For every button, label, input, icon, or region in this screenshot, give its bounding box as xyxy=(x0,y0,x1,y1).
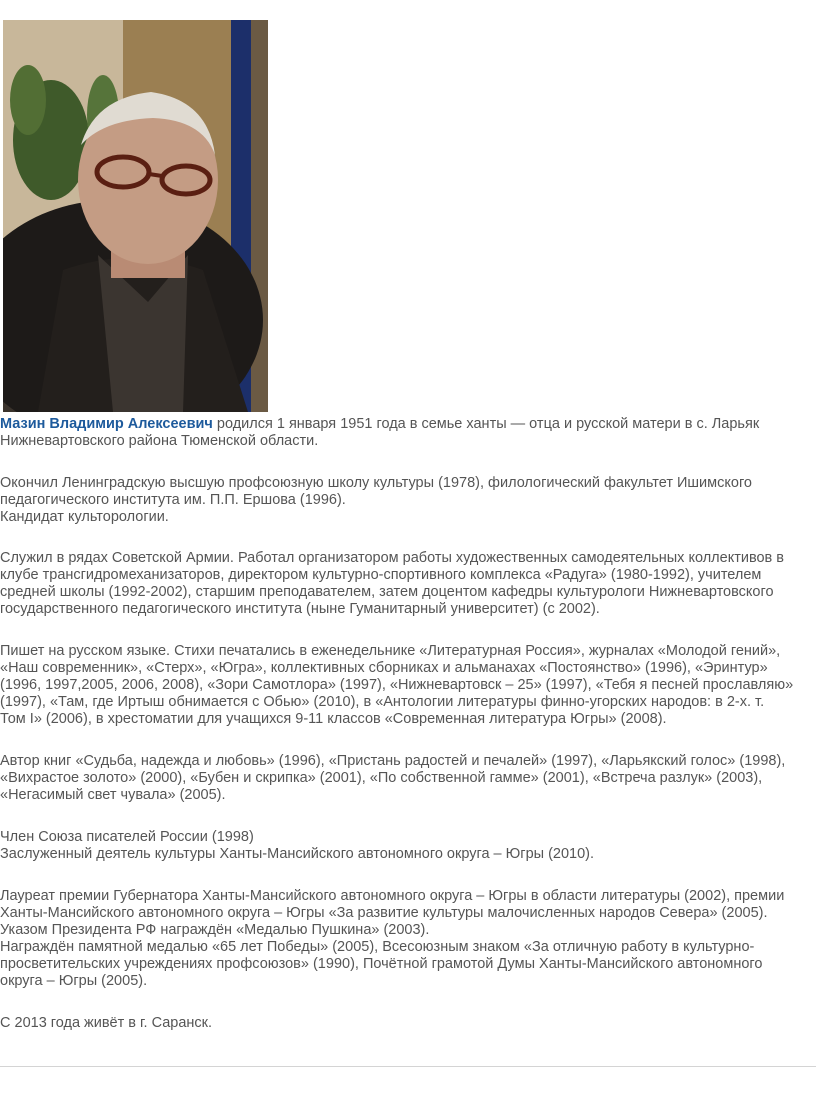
awards-paragraph xyxy=(0,888,814,990)
publications-line: Пишет на русском языке. Стихи печатались в еженедельнике «Литературная Россия», журналах «Молодой гений», xyxy=(0,643,781,659)
bottom-divider xyxy=(0,1066,816,1067)
portrait-image xyxy=(3,20,268,412)
career-line: Служил в рядах Советской Армии. Работал организатором работы художественных самодеятельных коллективов в xyxy=(0,550,784,566)
intro-paragraph xyxy=(0,416,814,450)
career-line: клубе трансгидромеханизаторов, директором культурно-спортивного комплекса «Радуга» (1980-1992), учителем xyxy=(0,567,762,583)
education-line: Кандидат культорологии. xyxy=(0,509,169,525)
awards-line: округа – Югры (2005). xyxy=(0,973,148,989)
publications-line: (1997), «Там, где Иртыш обнимается с Обью» (2010), в «Антологии литературы финно-угорских народов: в 2-х. т. xyxy=(0,694,765,710)
awards-line: Награждён памятной медалью «65 лет Победы» (2005), Всесоюзным знаком «За отличную работу в культурно- xyxy=(0,939,755,955)
career-line: средней школы (1992-2002), старшим преподавателем, затем доцентом кафедры культурологи Нижневартовского xyxy=(0,584,774,600)
publications-line: (1996, 1997,2005, 2006, 2008), «Зори Самотлора» (1997), «Нижневартовск – 25» (1997), «Тебя я песней прославляю» xyxy=(0,677,794,693)
publications-paragraph xyxy=(0,643,814,728)
career-paragraph xyxy=(0,550,814,618)
books-line: «Негасимый свет чувала» (2005). xyxy=(0,787,226,803)
author-name: Мазин Владимир Алексеевич xyxy=(0,416,213,432)
intro-text: родился 1 января 1951 года в семье ханты — отца и русской матери в с. Ларьяк xyxy=(212,416,760,432)
publications-line: «Наш современник», «Стерх», «Югра», коллективных сборниках и альманахах «Постоянство» (1996), «Эринтур» xyxy=(0,660,768,676)
membership-paragraph xyxy=(0,829,814,863)
books-line: Автор книг «Судьба, надежда и любовь» (1996), «Пристань радостей и печалей» (1997), «Ларьякский голос» (1998), xyxy=(0,753,786,769)
awards-line: Лауреат премии Губернатора Ханты-Мансийского автономного округа – Югры в области литературы (2002), премии xyxy=(0,888,785,904)
intro-line: Нижневартовского района Тюменской области. xyxy=(0,433,319,449)
awards-line: Ханты-Мансийского автономного округа – Югры «За развитие культуры малочисленных народов Севера» (2005). xyxy=(0,905,768,921)
education-paragraph xyxy=(0,475,814,526)
publications-line: Том I» (2006), в хрестоматии для учащихся 9-11 классов «Современная литература Югры» (2008). xyxy=(0,711,667,727)
intro-line xyxy=(0,416,814,433)
membership-line: Член Союза писателей России (1998) xyxy=(0,829,254,845)
education-line: Окончил Ленинградскую высшую профсоюзную школу культуры (1978), филологический факультет Ишимского xyxy=(0,475,752,491)
awards-line: просветительских учреждениях профсоюзов» (1990), Почётной грамотой Думы Ханты-Мансийского автономного xyxy=(0,956,763,972)
membership-line: Заслуженный деятель культуры Ханты-Мансийского автономного округа – Югры (2010). xyxy=(0,846,595,862)
education-line: педагогического института им. П.П. Ершова (1996). xyxy=(0,492,346,508)
books-line: «Вихрастое золото» (2000), «Бубен и скрипка» (2001), «По собственной гамме» (2001), «Встреча разлук» (2003), xyxy=(0,770,763,786)
awards-line: Указом Президента РФ награждён «Медалью Пушкина» (2003). xyxy=(0,922,430,938)
books-paragraph xyxy=(0,753,814,804)
residence-line: С 2013 года живёт в г. Саранск. xyxy=(0,1015,213,1031)
residence-paragraph xyxy=(0,1015,814,1032)
career-line: государственного педагогического института (ныне Гуманитарный университет) (с 2002). xyxy=(0,601,600,617)
author-portrait-photo xyxy=(3,20,268,412)
